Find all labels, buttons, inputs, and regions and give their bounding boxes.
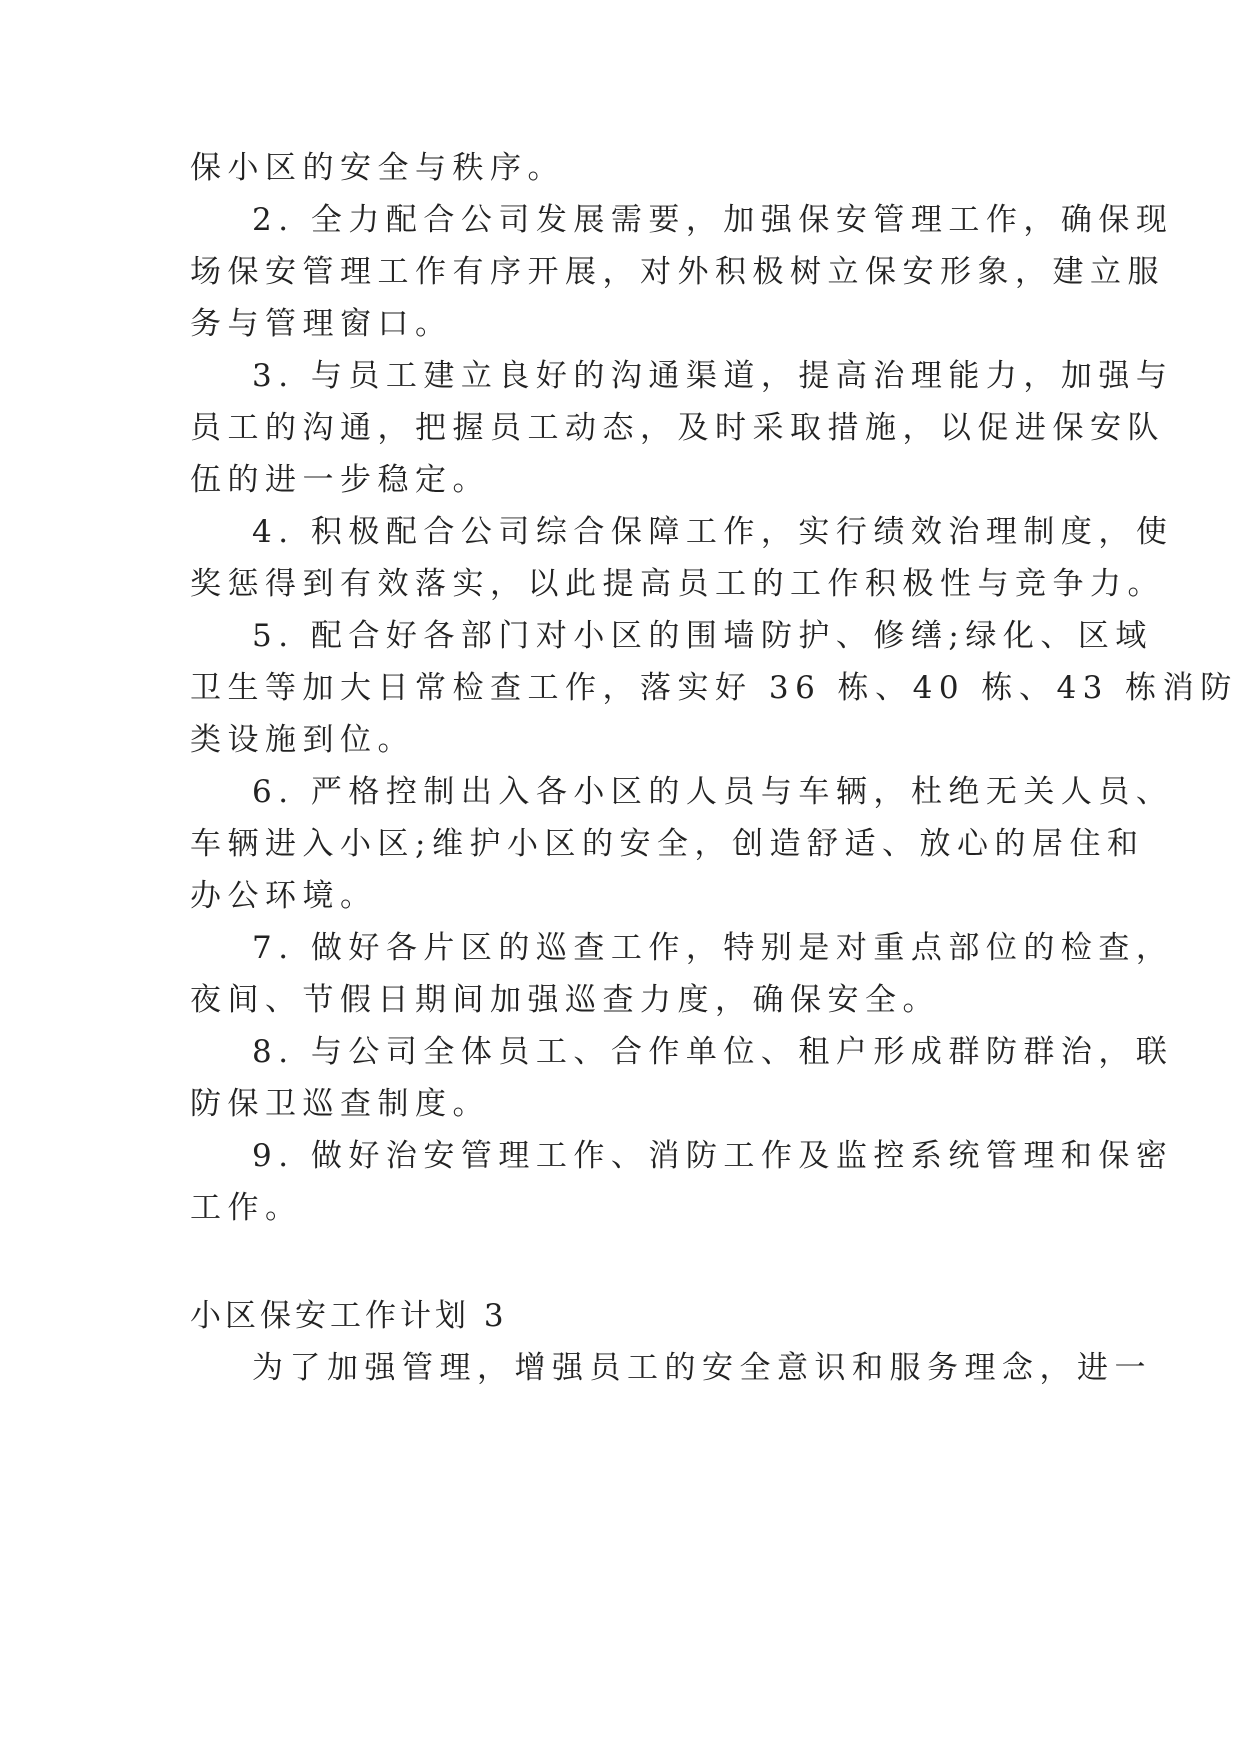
list-item-5: 5. 配合好各部门对小区的围墙防护、修缮;绿化、区域	[252, 618, 1153, 654]
text-line: 保小区的安全与秩序。	[190, 150, 565, 186]
paragraph-start: 为了加强管理，增强员工的安全意识和服务理念，进一	[252, 1350, 1152, 1386]
text-line: 卫生等加大日常检查工作，落实好 36 栋、40 栋、43 栋消防	[190, 670, 1238, 706]
text-line: 办公环境。	[190, 878, 378, 914]
list-item-3: 3. 与员工建立良好的沟通渠道，提高治理能力，加强与	[252, 358, 1174, 394]
text-line: 奖惩得到有效落实，以此提高员工的工作积极性与竞争力。	[190, 566, 1165, 602]
list-item-9: 9. 做好治安管理工作、消防工作及监控系统管理和保密	[252, 1138, 1174, 1174]
text-line: 员工的沟通，把握员工动态，及时采取措施，以促进保安队	[190, 410, 1165, 446]
text-line: 类设施到位。	[190, 722, 415, 758]
list-item-2: 2. 全力配合公司发展需要，加强保安管理工作，确保现	[252, 202, 1174, 238]
text-line: 伍的进一步稳定。	[190, 462, 490, 498]
text-line: 车辆进入小区;维护小区的安全，创造舒适、放心的居住和	[190, 826, 1145, 862]
list-item-7: 7. 做好各片区的巡查工作，特别是对重点部位的检查，	[252, 930, 1174, 966]
list-item-6: 6. 严格控制出入各小区的人员与车辆，杜绝无关人员、	[252, 774, 1174, 810]
text-line: 务与管理窗口。	[190, 306, 453, 342]
list-item-8: 8. 与公司全体员工、合作单位、租户形成群防群治，联	[252, 1034, 1174, 1070]
text-line: 夜间、节假日期间加强巡查力度，确保安全。	[190, 982, 940, 1018]
text-line: 工作。	[190, 1190, 303, 1226]
section-heading: 小区保安工作计划 3	[190, 1298, 508, 1334]
text-line: 防保卫巡查制度。	[190, 1086, 490, 1122]
text-line: 场保安管理工作有序开展，对外积极树立保安形象，建立服	[190, 254, 1165, 290]
list-item-4: 4. 积极配合公司综合保障工作，实行绩效治理制度，使	[252, 514, 1174, 550]
